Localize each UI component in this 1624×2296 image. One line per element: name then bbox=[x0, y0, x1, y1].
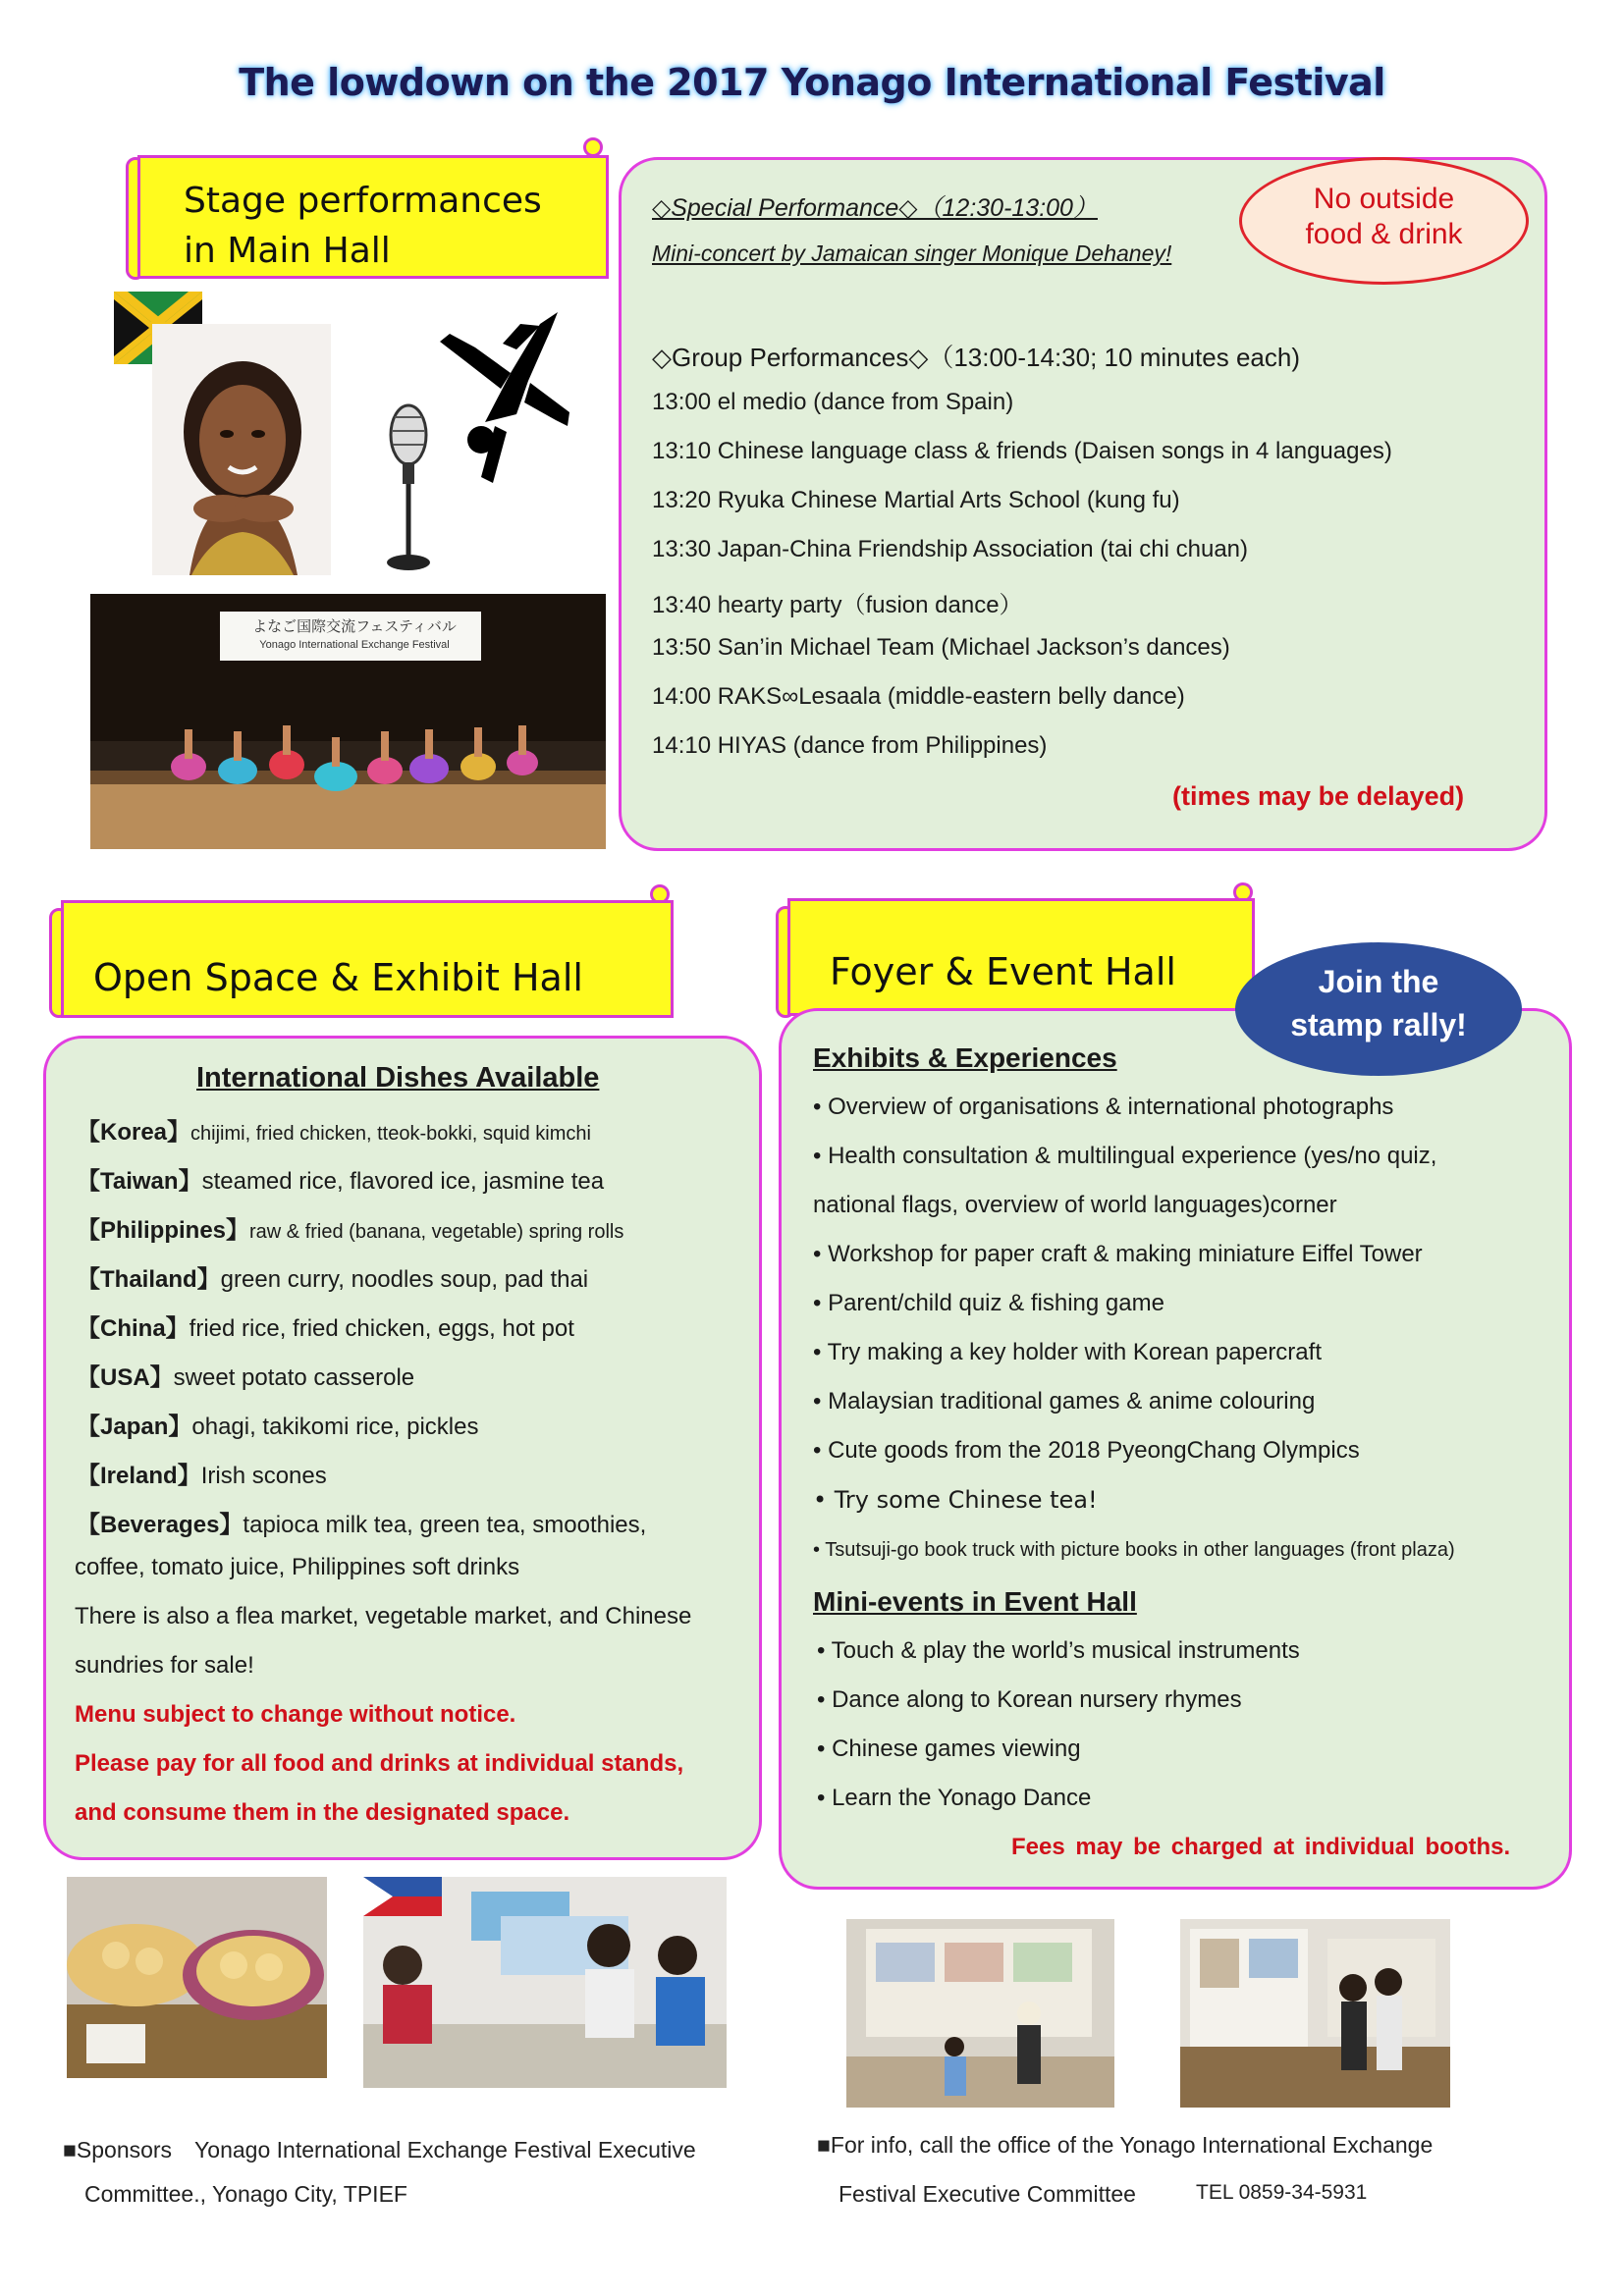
fees-note: Fees may be charged at individual booths. bbox=[1011, 1834, 1511, 1860]
no-outside-line1: No outside bbox=[1313, 183, 1455, 215]
stamp-rally-badge bbox=[1235, 942, 1522, 1076]
dish-country: 【Ireland】 bbox=[77, 1463, 201, 1489]
mini-events-heading: Mini-events in Event Hall bbox=[813, 1586, 1137, 1617]
dish-row bbox=[77, 1112, 591, 1147]
times-delayed-note: (times may be delayed) bbox=[1172, 781, 1465, 811]
exhibit-item: • Tsutsuji-go book truck with picture books in other languages (front plaza) bbox=[813, 1539, 1455, 1561]
performance-item: 14:00 RAKS∞Lesaala (middle-eastern belly dance) bbox=[652, 683, 1185, 710]
performance-item: 14:10 HIYAS (dance from Philippines) bbox=[652, 732, 1048, 759]
dish-items: ohagi, takikomi rice, pickles bbox=[191, 1414, 479, 1440]
exhibits-heading: Exhibits & Experiences bbox=[813, 1042, 1117, 1073]
exhibit-item: • Overview of organisations & international photographs bbox=[813, 1094, 1394, 1120]
info-line-2: Festival Executive Committee bbox=[839, 2181, 1136, 2207]
open-space-panel bbox=[43, 1036, 762, 1860]
performance-item: 13:20 Ryuka Chinese Martial Arts School (kung fu) bbox=[652, 487, 1180, 513]
dishes-heading: International Dishes Available bbox=[196, 1062, 600, 1094]
payment-note-2: and consume them in the designated space. bbox=[75, 1799, 570, 1826]
exhibit-item: • Workshop for paper craft & making miniature Eiffel Tower bbox=[813, 1241, 1423, 1267]
mini-event-item: • Dance along to Korean nursery rhymes bbox=[817, 1686, 1242, 1713]
payment-note-1: Please pay for all food and drinks at individual stands, bbox=[75, 1750, 684, 1777]
exhibit-photo-1 bbox=[846, 1919, 1114, 2108]
performance-item: 13:00 el medio (dance from Spain) bbox=[652, 389, 1014, 415]
telephone-number: TEL 0859-34-5931 bbox=[1196, 2181, 1368, 2204]
stage-performance-photo bbox=[90, 594, 606, 849]
exhibit-item: • Try making a key holder with Korean papercraft bbox=[813, 1339, 1322, 1365]
mini-event-item: • Touch & play the world’s musical instruments bbox=[817, 1637, 1300, 1664]
sponsors-line-2: Committee., Yonago City, TPIEF bbox=[84, 2181, 407, 2207]
dish-row bbox=[77, 1358, 414, 1392]
beverages-continued: coffee, tomato juice, Philippines soft drinks bbox=[75, 1554, 520, 1580]
dish-row bbox=[77, 1308, 574, 1343]
dish-items: sweet potato casserole bbox=[173, 1364, 415, 1391]
stage-sign-jp: よなご国際交流フェスティバル bbox=[252, 618, 457, 635]
dish-items: tapioca milk tea, green tea, smoothies, bbox=[243, 1512, 647, 1538]
page-title: The lowdown on the 2017 Yonago International Festival bbox=[239, 61, 1385, 104]
stamp-rally-line2: stamp rally! bbox=[1290, 1007, 1467, 1042]
no-outside-line2: food & drink bbox=[1305, 218, 1463, 250]
flea-market-text-2: sundries for sale! bbox=[75, 1652, 254, 1679]
stage-banner bbox=[126, 147, 613, 285]
performance-item: 13:10 Chinese language class & friends (Daisen songs in 4 languages) bbox=[652, 438, 1392, 464]
performance-item: 13:30 Japan-China Friendship Association (tai chi chuan) bbox=[652, 536, 1249, 562]
stage-banner-line1: Stage performances bbox=[184, 181, 542, 221]
dish-country: 【Korea】 bbox=[77, 1119, 191, 1146]
dish-items: steamed rice, flavored ice, jasmine tea bbox=[201, 1168, 605, 1195]
exhibit-item: • Parent/child quiz & fishing game bbox=[813, 1290, 1164, 1316]
dish-country: 【Beverages】 bbox=[77, 1512, 244, 1538]
dish-country: 【China】 bbox=[77, 1315, 189, 1342]
dish-country: 【Japan】 bbox=[77, 1414, 192, 1440]
exhibit-photo-2 bbox=[1180, 1919, 1450, 2108]
dish-items: green curry, noodles soup, pad thai bbox=[220, 1266, 589, 1293]
open-space-banner bbox=[49, 888, 677, 1021]
menu-change-note: Menu subject to change without notice. bbox=[75, 1701, 516, 1728]
mini-event-item: • Learn the Yonago Dance bbox=[817, 1785, 1092, 1811]
dish-items: Irish scones bbox=[200, 1463, 327, 1489]
dish-row bbox=[77, 1161, 604, 1196]
singer-photo bbox=[152, 324, 331, 575]
performance-item: 13:40 hearty party（fusion dance） bbox=[652, 592, 1023, 618]
dish-items: chijimi, fried chicken, tteok-bokki, squid kimchi bbox=[190, 1123, 591, 1145]
dancer-silhouette-icon bbox=[422, 304, 579, 491]
stage-banner-line2: in Main Hall bbox=[184, 231, 391, 271]
philippines-stand-photo bbox=[363, 1877, 727, 2088]
dish-country: 【Taiwan】 bbox=[77, 1168, 202, 1195]
dish-row bbox=[77, 1259, 588, 1294]
no-outside-food-badge bbox=[1239, 157, 1529, 285]
dish-row bbox=[77, 1407, 479, 1441]
special-performance-desc: Mini-concert by Jamaican singer Monique Dehaney! bbox=[652, 240, 1172, 266]
stage-sign-en: Yonago International Exchange Festival bbox=[259, 639, 450, 651]
performance-item: 13:50 San’in Michael Team (Michael Jackson’s dances) bbox=[652, 634, 1230, 661]
group-performances-heading: ◇Group Performances◇（13:00-14:30; 10 minutes each) bbox=[652, 343, 1300, 372]
exhibit-item: • Cute goods from the 2018 PyeongChang Olympics bbox=[813, 1437, 1360, 1464]
sponsors-line-1: ■Sponsors Yonago International Exchange Festival Executive bbox=[63, 2137, 696, 2163]
dish-country: 【Thailand】 bbox=[77, 1266, 221, 1293]
food-photo bbox=[67, 1877, 327, 2078]
exhibit-item: national flags, overview of world languages)corner bbox=[813, 1192, 1337, 1218]
dish-row bbox=[77, 1505, 646, 1539]
flea-market-text-1: There is also a flea market, vegetable market, and Chinese bbox=[75, 1603, 692, 1629]
exhibit-item: • Malaysian traditional games & anime colouring bbox=[813, 1388, 1316, 1415]
dish-row bbox=[77, 1210, 623, 1245]
dish-country: 【USA】 bbox=[77, 1364, 174, 1391]
stamp-rally-line1: Join the bbox=[1318, 964, 1439, 999]
exhibit-item: • Health consultation & multilingual experience (yes/no quiz, bbox=[813, 1143, 1437, 1169]
dish-items: fried rice, fried chicken, eggs, hot pot bbox=[189, 1315, 574, 1342]
foyer-banner bbox=[776, 888, 1259, 1021]
dish-items: raw & fried (banana, vegetable) spring rolls bbox=[249, 1221, 624, 1243]
foyer-banner-label: Foyer & Event Hall bbox=[830, 950, 1176, 993]
open-space-banner-label: Open Space & Exhibit Hall bbox=[93, 956, 583, 999]
mini-event-item: • Chinese games viewing bbox=[817, 1735, 1081, 1762]
info-line-1: ■For info, call the office of the Yonago International Exchange bbox=[817, 2132, 1434, 2158]
special-performance-heading: ◇Special Performance◇（12:30-13:00） bbox=[652, 194, 1098, 222]
dish-row bbox=[77, 1456, 327, 1490]
exhibit-item: • Try some Chinese tea! bbox=[813, 1486, 1098, 1514]
dish-country: 【Philippines】 bbox=[77, 1217, 250, 1244]
